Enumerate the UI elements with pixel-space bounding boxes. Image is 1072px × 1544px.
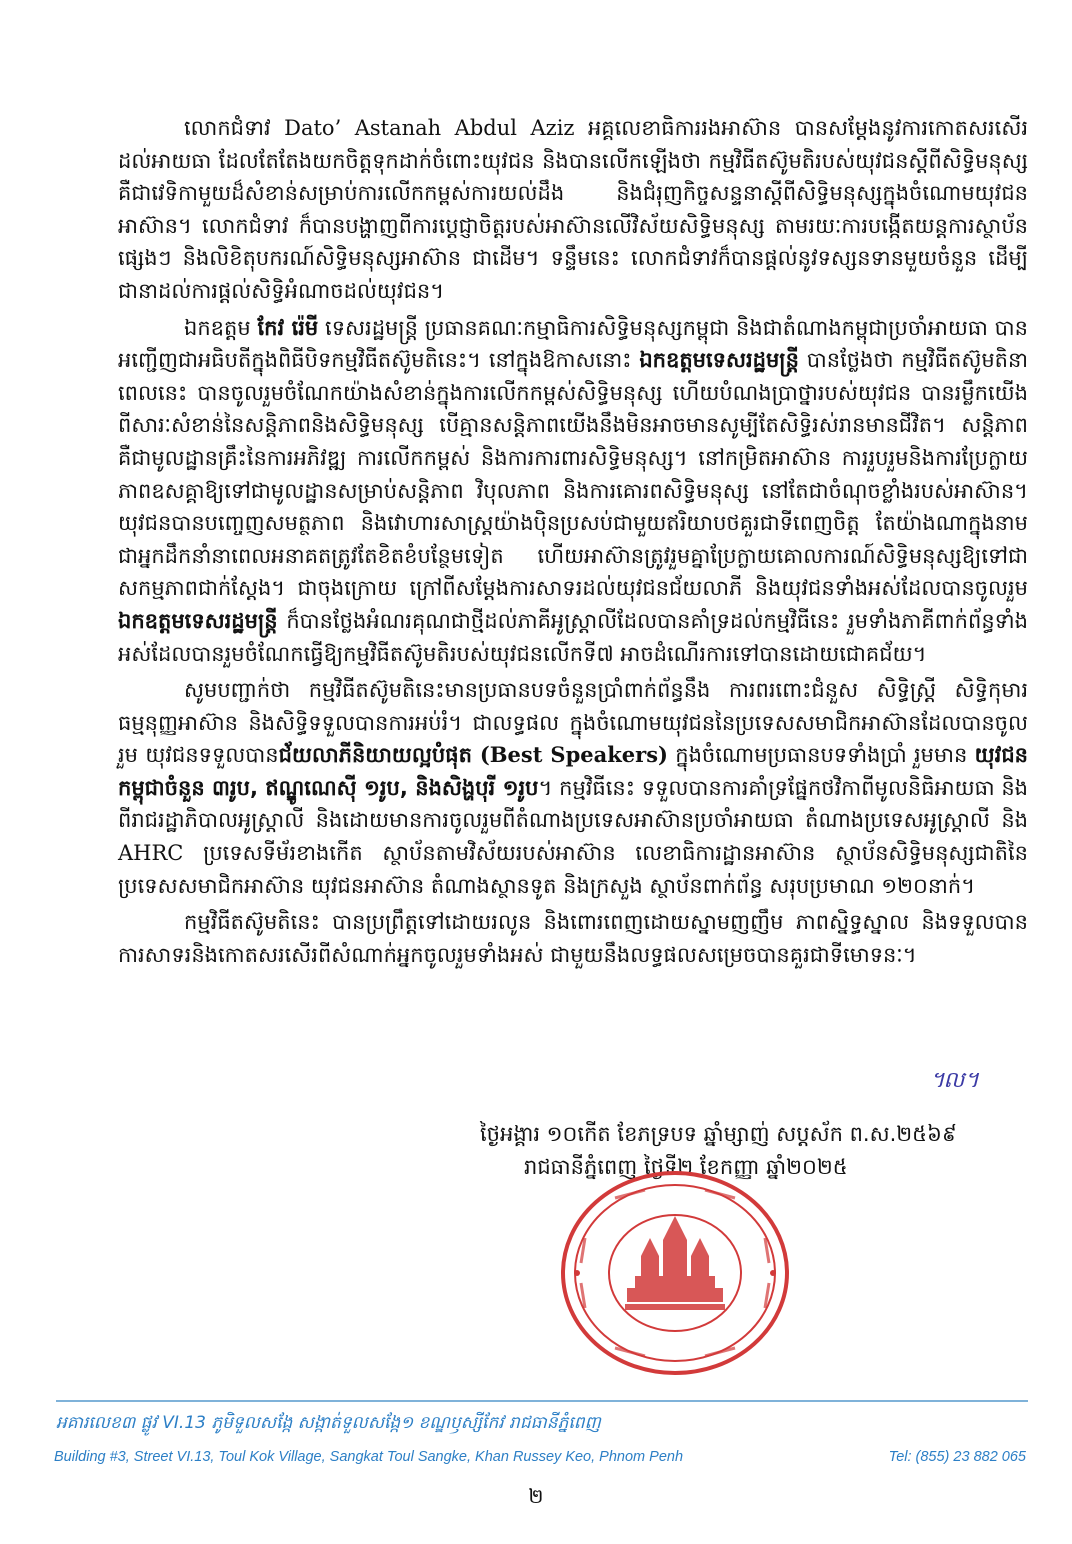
paragraph-2 [118,312,1028,671]
text-run: ទេសរដ្ឋមន្ត្រី ប្រធានគណៈកម្មាធិការសិទ្ធិមនុស្សកម្ពុជា និងជាតំណាងកម្ពុជាប្រចាំអាយធា បានអញ្ជើញជាអធិបតីក្នុងពិធីបិទកម្មវិធីតស៊ូមតិនេះ។ នៅក្នុងឱកាសនោះ [118,315,1028,373]
text-run: ។ កម្មវិធីនេះ ទទួលបានការគាំទ្រផ្នែកថវិកាពីមូលនិធិអាយធា និងពីរាជរដ្ឋាភិបាលអូស្ត្រាលី និងដោយមានការចូលរួមពីតំណាងប្រទេសអាស៊ានប្រចាំអាយធា តំណាងប្រទេសអូស្ត្រាលី និង [118,775,1028,833]
text-run: កម្មវិធីតស៊ូមតិនេះ បានប្រព្រឹត្តទៅដោយរលូន និងពោរពេញដោយស្នាមញញឹម ភាពស្និទ្ធស្នាល និងទទួលបានការសាទរនិងកោតសរសើរពីសំណាក់អ្នកចូលរួមទាំងអស់ ជាមួយនឹងលទ្ធផលសម្រេចបានគួរជាទីមោទនៈ។ [118,910,1028,967]
gregorian-date: រាជធានីភ្នំពេញ ថ្ងៃទី២ ខែកញ្ញា ឆ្នាំ២០២៥ [524,1155,848,1179]
text-run: Dato’ Astanah Abdul Aziz [284,116,575,140]
page-number: ២ [528,1484,544,1508]
footer-address-khmer: អគារលេខ៣ ផ្លូវ VI.13 ភូមិទួលសង្កែ សង្កាត់ទួលសង្កែ១ ខណ្ឌឫស្សីកែវ រាជធានីភ្នំពេញ [56,1413,601,1433]
paragraph-3 [118,674,1028,902]
bold-text-run: យុវជនកម្ពុជាចំនួន ៣រូប, ឥណ្ឌូណេស៊ី ១រូប, និងសិង្ហបុរី ១រូប [118,743,1028,800]
text-run: សូមបញ្ជាក់ថា កម្មវិធីតស៊ូមតិនេះមានប្រធានបទចំនួនប្រាំពាក់ព័ន្ធនឹង ការពរពោះជំនួស សិទ្ធិស្ត្រី សិទ្ធិកុមារ ធម្មនុញ្ញអាស៊ាន និងសិទ្ធិទទួលបានការអប់រំ។ ជាលទ្ធផល ក្នុងចំណោមយុវជននៃប្រទេសសមាជិកអាស៊ានដែលបានចូលរួម យុវជនទទួលបាន [118,678,1028,768]
paragraph-4 [118,906,1028,971]
paragraph-1 [118,112,1028,308]
bold-text-run: ជ័យលាភីនិយាយល្អបំផុត [278,743,472,768]
body-text [118,112,1028,975]
bold-text-run: កែវ រ៉េមី [257,315,319,340]
bold-text-run: ឯកឧត្តមទេសរដ្ឋមន្ត្រី [118,608,278,633]
bold-text-run: ឯកឧត្តមទេសរដ្ឋមន្ត្រី [639,348,799,373]
text-run: AHRC [118,841,184,866]
text-run: ប្រទេសទីម័រខាងកើត ស្ថាប័នតាមវិស័យរបស់អាស៊ាន លេខាធិការដ្ឋានអាស៊ាន ស្ថាប័នសិទ្ធិមនុស្សជាតិនៃប្រទេសសមាជិកអាស៊ាន យុវជនអាស៊ាន តំណាងស្ថានទូត និងក្រសួង ស្ថាប័នពាក់ព័ន្ធ សរុបប្រមាណ ១២០នាក់។ [118,841,1028,898]
text-run: ក្នុងចំណោមប្រធានបទទាំងប្រាំ រួមមាន [667,743,975,768]
end-mark: ៘ [930,1068,978,1093]
footer-address-english: Building #3, Street VI.13, Toul Kok Village, Sangkat Toul Sangke, Khan Russey Keo, Phnom Penh [54,1449,684,1465]
text-run: អគ្គលេខាធិការរងអាស៊ាន បានសម្ដែងនូវការកោតសរសើរដល់អាយធា ដែលតែតែងយកចិត្តទុកដាក់ចំពោះយុវជន និងបានលើកឡើងថា កម្មវិធីតស៊ូមតិរបស់យុវជនស្ដីពីសិទ្ធិមនុស្ស គឺជាវេទិកាមួយដ៏សំខាន់សម្រាប់ការលើកកម្ពស់ការយល់ដឹង និងជំរុញកិច្ចសន្ទនាស្ដីពីសិទ្ធិមនុស្សក្នុងចំណោមយុវជនអាស៊ាន។ លោកជំទាវ ក៏បានបង្ហាញពីការប្ដេជ្ញាចិត្តរបស់អាស៊ានលើវិស័យសិទ្ធិមនុស្ស តាមរយៈការបង្កើតយន្តការស្ថាប័នផ្សេងៗ និងលិខិតុបករណ៍សិទ្ធិមនុស្សអាស៊ាន ជាដើម។ ទន្ទឹមនេះ លោកជំទាវក៏បានផ្ដល់នូវទស្សនទានមួយចំនួន ដើម្បីជានាដល់ការផ្ដល់សិទ្ធិអំណាចដល់យុវជន។ [118,116,1028,303]
angkor-temple-seal-icon [555,1168,805,1378]
text-run: ក៏បានថ្លែងអំណរគុណជាថ្មីដល់ភាគីអូស្ត្រាលីដែលបានគាំទ្រដល់កម្មវិធីនេះ រួមទាំងភាគីពាក់ព័ន្ធទាំងអស់ដែលបានរួមចំណែកធ្វើឱ្យកម្មវិធីតស៊ូមតិរបស់យុវជនលើកទី៧ អាចដំណើរការទៅបានដោយជោគជ័យ។ [118,608,1028,666]
bold-text-run: (Best Speakers) [471,742,668,768]
footer-divider [56,1400,1028,1402]
text-run: លោកជំទាវ [184,116,285,140]
text-run: បានថ្លែងថា កម្មវិធីតស៊ូមតិនាពេលនេះ បានចូលរួមចំណែកយ៉ាងសំខាន់ក្នុងការលើកកម្ពស់សិទ្ធិមនុស្ស ហើយបំណងប្រាថ្នារបស់យុវជន បានរម្លឹកយើងពីសារៈសំខាន់នៃសន្តិភាពនិងសិទ្ធិមនុស្ស បើគ្មានសន្តិភាពយើងនឹងមិនអាចមានសូម្បីតែសិទ្ធិរស់រានមានជីវិត។ សន្តិភាព គឺជាមូលដ្ឋានគ្រឹះនៃការអភិវឌ្ឍ ការលើកកម្ពស់ និងការការពារសិទ្ធិមនុស្ស។ នៅកម្រិតអាស៊ាន ការរួបរួមនិងការប្រែក្លាយភាពឧសគ្គាឱ្យទៅជាមូលដ្ឋានសម្រាប់សន្តិភាព វិបុលភាព និងការគោរពសិទ្ធិមនុស្ស នៅតែជាចំណុចខ្លាំងរបស់អាស៊ាន។ យុវជនបានបញ្ចេញសមត្ថភាព និងវោហារសាស្ត្រយ៉ាងប៉ិនប្រសប់ជាមួយឥរិយាបថគួរជាទីពេញចិត្ត តែយ៉ាងណាក្នុងនាមជាអ្នកដឹកនាំនាពេលអនាគតត្រូវតែខិតខំបន្ថែមទៀត ហើយអាស៊ានត្រូវរួមគ្នាប្រែក្លាយគោលការណ៍សិទ្ធិមនុស្សឱ្យទៅជាសកម្មភាពជាក់ស្ដែង។ ជាចុងក្រោយ ក្រៅពីសម្ដែងការសាទរដល់យុវជនជ័យលាភី និងយុវជនទាំងអស់ដែលបានចូលរួម [118,348,1028,601]
text-run: ឯកឧត្តម [184,315,258,340]
footer-telephone: Tel: (855) 23 882 065 [888,1449,1026,1465]
lunar-date: ថ្ងៃអង្គារ ១០កើត ខែភទ្របទ ឆ្នាំម្សាញ់ សប្តស័ក ព.ស.២៥៦៩ [480,1122,957,1146]
